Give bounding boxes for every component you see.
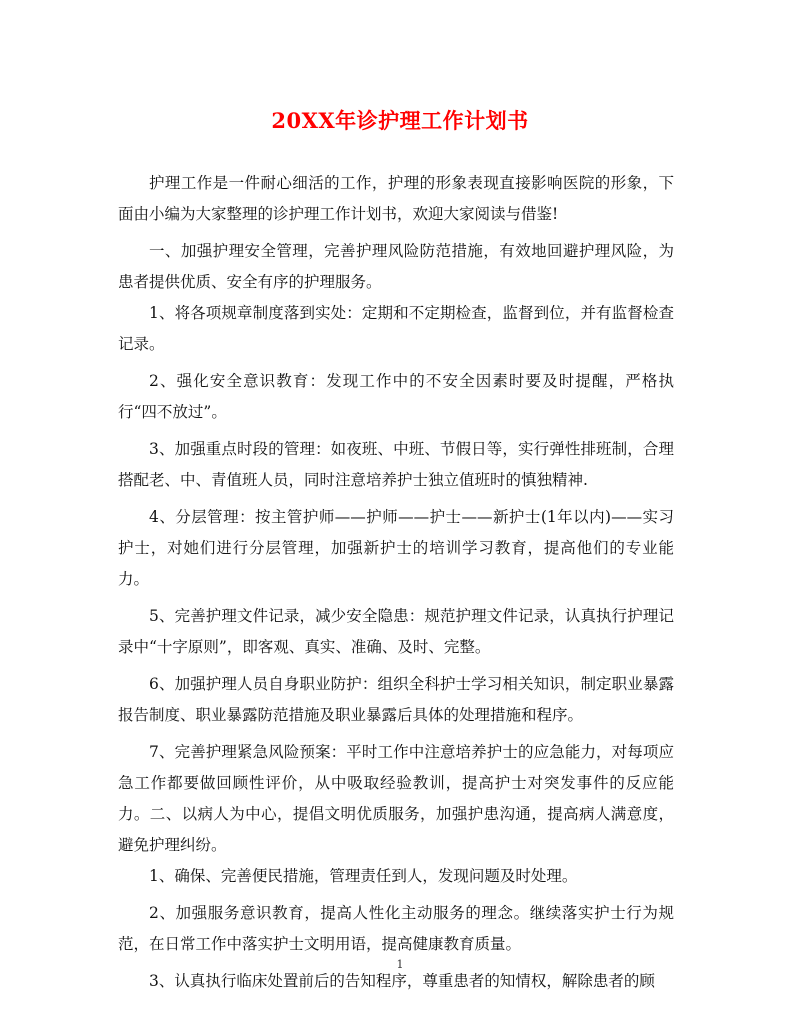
page-number: 1 <box>396 958 404 971</box>
document-body <box>118 168 674 1003</box>
paragraph-item-2: 2、强化安全意识教育：发现工作中的不安全因素时要及时提醒，严格执行“四不放过”。 <box>118 372 674 421</box>
paragraph-service-3: 3、认真执行临床处置前后的告知程序，尊重患者的知情权，解除患者的顾 <box>149 972 655 990</box>
paragraph-intro: 护理工作是一件耐心细活的工作，护理的形象表现直接影响医院的形象，下面由小编为大家整理的诊护理工作计划书，欢迎大家阅读与借鉴! <box>118 174 674 223</box>
document-title: 20XX年诊护理工作计划书 <box>271 108 529 133</box>
paragraph-item-3: 3、加强重点时段的管理：如夜班、中班、节假日等，实行弹性排班制，合理搭配老、中、青值班人员，同时注意培养护士独立值班时的慎独精神. <box>118 440 674 489</box>
paragraph-item-7: 7、完善护理紧急风险预案：平时工作中注意培养护士的应急能力，对每项应急工作都要做回顾性评价，从中吸取经验教训，提高护士对突发事件的反应能力。二、以病人为中心，提倡文明优质服务，加强护患沟通，提高病人满意度，避免护理纠纷。 <box>118 743 674 854</box>
paragraph-section-1: 一、加强护理安全管理，完善护理风险防范措施，有效地回避护理风险，为患者提供优质、安全有序的护理服务。 <box>118 242 674 291</box>
paragraph-item-6: 6、加强护理人员自身职业防护：组织全科护士学习相关知识，制定职业暴露报告制度、职业暴露防范措施及职业暴露后具体的处理措施和程序。 <box>118 675 674 724</box>
paragraph-item-4: 4、分层管理：按主管护师——护师——护士——新护士(1年以内)——实习护士，对她们进行分层管理，加强新护士的培训学习教育，提高他们的专业能力。 <box>118 508 674 588</box>
paragraph-item-5: 5、完善护理文件记录，减少安全隐患：规范护理文件记录，认真执行护理记录中“十字原则”，即客观、真实、准确、及时、完整。 <box>118 607 674 656</box>
paragraph-item-1: 1、将各项规章制度落到实处：定期和不定期检查，监督到位，并有监督检查记录。 <box>118 304 674 353</box>
paragraph-service-2: 2、加强服务意识教育，提高人性化主动服务的理念。继续落实护士行为规范，在日常工作中落实护士文明用语，提高健康教育质量。 <box>118 904 674 953</box>
paragraph-service-1: 1、确保、完善便民措施，管理责任到人，发现问题及时处理。 <box>149 867 578 885</box>
